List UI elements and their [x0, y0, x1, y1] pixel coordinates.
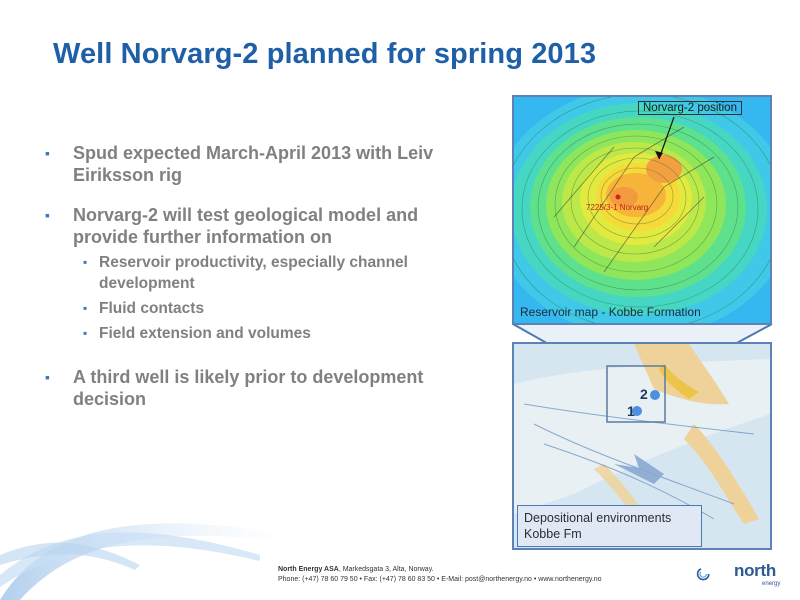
- bullet-text: ▪ Norvarg-2 will test geological model and provide further information on: [73, 205, 419, 247]
- sub-bullet-item: ▪ Field extension and volumes: [73, 323, 485, 344]
- bullet-item: ▪ Spud expected March-April 2013 with Leiv Eiriksson rig: [45, 142, 485, 186]
- brand-name: north: [734, 561, 776, 580]
- sub-bullet-item: ▪ Fluid contacts: [73, 298, 485, 319]
- footer-address: , Markedsgata 3, Alta, Norway.: [338, 566, 434, 573]
- well-marker-1: 1: [627, 403, 635, 419]
- well-label: 7225/3-1 Norvarg: [586, 203, 649, 212]
- footer-company: North Energy ASA: [278, 566, 339, 573]
- sub-bullet-item: ▪ Reservoir productivity, especially channel development: [73, 252, 485, 294]
- footer-contact: Phone: (+47) 78 60 79 50 • Fax: (+47) 78 60 83 50 • E-Mail: post@northenergy.no • www.northenergy.no: [278, 576, 602, 583]
- brand-tagline: energy: [762, 581, 781, 587]
- reservoir-map-caption: Reservoir map - Kobbe Formation: [520, 305, 701, 319]
- bullet-item: ▪ A third well is likely prior to development decision: [45, 366, 485, 410]
- slide-title: Well Norvarg-2 planned for spring 2013: [53, 38, 597, 70]
- position-label: Norvarg-2 position: [638, 101, 742, 115]
- footer: [278, 565, 602, 585]
- depositional-caption-line1: Depositional environments: [524, 511, 672, 525]
- north-energy-logo-icon: [696, 556, 732, 592]
- reservoir-map: [512, 95, 772, 325]
- depositional-caption-line2: Kobbe Fm: [524, 527, 582, 541]
- depositional-caption: [517, 505, 702, 547]
- well-marker-2: 2: [640, 386, 648, 402]
